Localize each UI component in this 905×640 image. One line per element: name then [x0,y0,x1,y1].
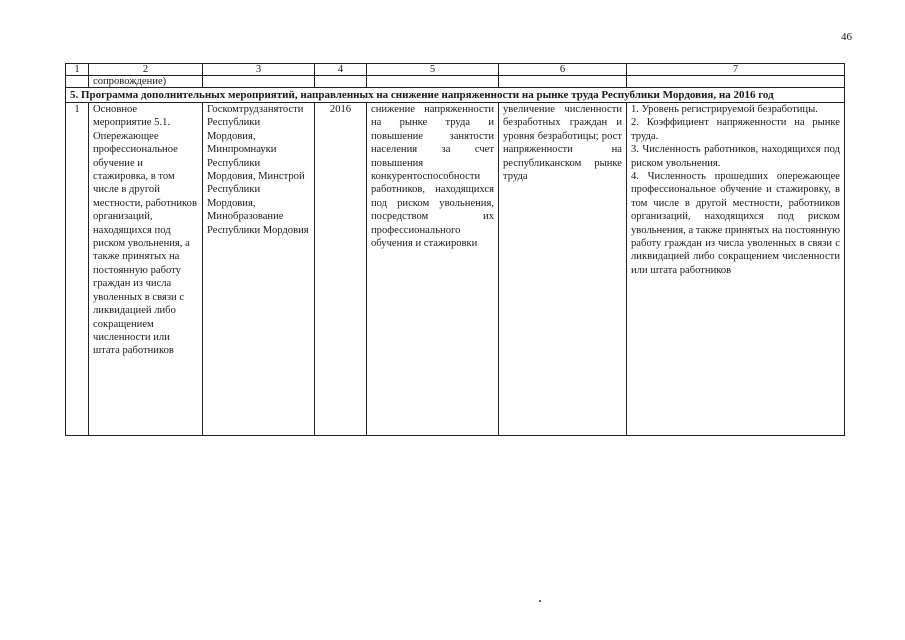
continuation-row [66,76,845,88]
col-header-1: 1 [66,64,89,76]
section-title: 5. Программа дополнительных мероприятий, направленных на снижение напряженности на рынке труда Республики Мордовия, на 2016 год [66,88,845,103]
program-table [65,63,845,436]
header-row [66,64,845,76]
col-header-3: 3 [203,64,315,76]
indicator-item: 1. Уровень регистрируемой безработицы. [631,104,818,115]
consequences-cell: увеличение численности безработных граждан и уровня безработицы; рост напряженности на республиканском рынке труда [499,103,627,436]
indicator-item: 4. Численность прошедших опережающее профессиональное обучение и стажировку, в том числе в другой местности, работников организаций, находящихся под риском увольнения, а также принятых на постоянную работу граждан из числа уволенных в связи с ликвидацией либо сокращением численности или штата работников [631,171,840,276]
scan-speck [539,600,541,602]
indicator-item: 2. Коэффициент напряженности на рынке труда. [631,117,840,142]
col-header-7: 7 [627,64,845,76]
measure-cell: Основное мероприятие 5.1. Опережающее профессиональное обучение и стажировка, в том числе в другой местности, работников организаций, находящихся под риском увольнения, а также принятых на постоянную работу граждан из числа уволенных в связи с ликвидацией либо сокращением численности или штата работников [89,103,203,436]
indicator-item: 3. Численность работников, находящихся под риском увольнения. [631,144,840,169]
col-header-5: 5 [367,64,499,76]
page-number: 46 [841,31,852,43]
col-header-2: 2 [89,64,203,76]
executors-cell: Госкомтрудзанятости Республики Мордовия, Минпромнауки Республики Мордовия, Минстрой Республики Мордовия, Минобразование Республики Мордовия [203,103,315,436]
result-cell: снижение напряженности на рынке труда и повышение занятости населения за счет повышения конкурентоспособности работников, находящихся под риском увольнения, посредством их профессионального обучения и стажировки [367,103,499,436]
indicators-cell [627,103,845,436]
col-header-6: 6 [499,64,627,76]
table-row [66,103,845,436]
col-header-4: 4 [315,64,367,76]
row-number: 1 [66,103,89,436]
section-row [66,88,845,103]
continuation-cell: сопровождение) [89,76,203,88]
year-cell: 2016 [315,103,367,436]
